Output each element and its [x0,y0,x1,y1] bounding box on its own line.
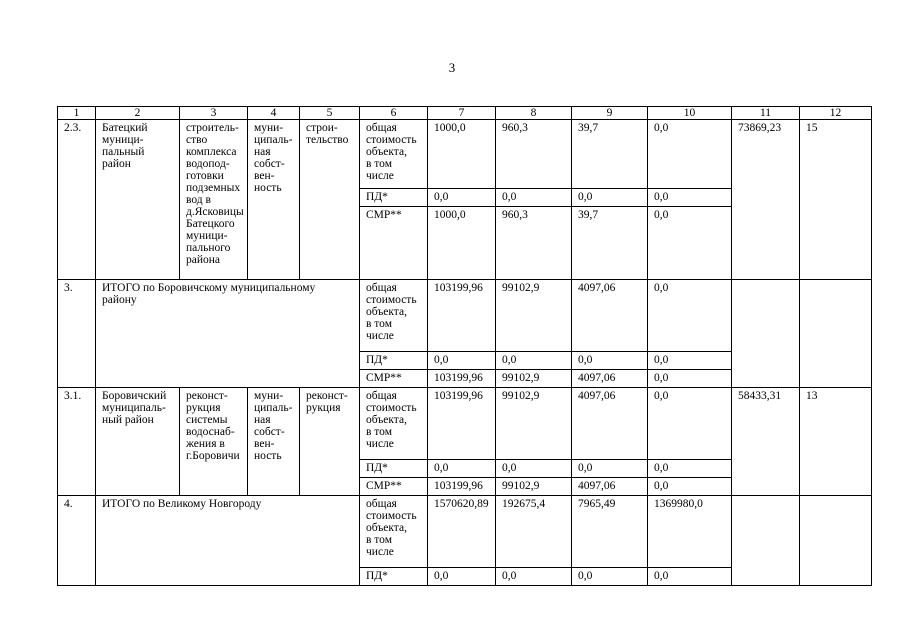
value-cell: 1570620,89 [428,496,496,568]
cost-label: СМР** [360,478,428,496]
value-cell: 103199,96 [428,370,496,388]
column-header: 6 [360,107,428,120]
column-number-row [58,107,872,120]
value-cell: 0,0 [428,189,496,207]
value-cell: 13 [800,388,872,496]
value-cell: 0,0 [648,189,732,207]
value-cell: 1000,0 [428,120,496,189]
value-cell: 4097,06 [572,388,648,460]
cost-label: общая стоимость объекта, в том числе [360,388,428,460]
district-cell: Батецкий муници- пальный район [96,120,180,280]
total-title: ИТОГО по Боровичскому муниципальному району [96,280,360,388]
column-header: 7 [428,107,496,120]
object-cell: реконст- рукция системы водоснаб- жения в г.Боровичи [180,388,248,496]
column-header: 12 [800,107,872,120]
value-cell: 39,7 [572,120,648,189]
cost-label: ПД* [360,460,428,478]
table-row [58,388,872,460]
value-cell: 0,0 [428,568,496,586]
investment-table [57,106,872,586]
value-cell: 0,0 [648,478,732,496]
column-header: 1 [58,107,96,120]
value-cell: 15 [800,120,872,280]
value-cell: 960,3 [496,120,572,189]
value-cell: 0,0 [648,120,732,189]
value-cell: 0,0 [496,568,572,586]
row-number: 3. [58,280,96,388]
column-header: 11 [732,107,800,120]
value-cell: 0,0 [496,189,572,207]
value-cell: 99102,9 [496,280,572,352]
value-cell: 0,0 [648,370,732,388]
cost-label: общая стоимость объекта, в том числе [360,120,428,189]
value-cell: 0,0 [496,352,572,370]
value-cell: 0,0 [572,460,648,478]
value-cell: 73869,23 [732,120,800,280]
value-cell: 4097,06 [572,370,648,388]
value-cell: 0,0 [428,460,496,478]
value-cell: 0,0 [572,352,648,370]
value-cell: 0,0 [648,352,732,370]
value-cell: 1369980,0 [648,496,732,568]
page-number: 3 [448,60,456,75]
value-cell: 4097,06 [572,280,648,352]
value-cell: 0,0 [428,352,496,370]
value-cell: 99102,9 [496,370,572,388]
value-cell: 0,0 [648,460,732,478]
cost-label: ПД* [360,189,428,207]
value-cell: 960,3 [496,207,572,280]
value-cell: 0,0 [572,568,648,586]
value-cell: 39,7 [572,207,648,280]
object-cell: строитель- ство комплекса водопод- готовки подземных вод в д.Ясковицы Батецкого муници- пального района [180,120,248,280]
column-header: 5 [300,107,360,120]
value-cell [800,496,872,586]
value-cell: 0,0 [496,460,572,478]
cost-label: ПД* [360,568,428,586]
row-number: 3.1. [58,388,96,496]
value-cell: 0,0 [648,280,732,352]
cost-label: СМР** [360,370,428,388]
ownership-cell: муни- ципаль- ная собст- вен- ность [248,388,300,496]
total-title: ИТОГО по Великому Новгороду [96,496,360,586]
work-type-cell: реконст- рукция [300,388,360,496]
column-header: 8 [496,107,572,120]
work-type-cell: строи- тельство [300,120,360,280]
cost-label: ПД* [360,352,428,370]
column-header: 4 [248,107,300,120]
ownership-cell: муни- ципаль- ная собст- вен- ность [248,120,300,280]
column-header: 10 [648,107,732,120]
table-row [58,496,872,568]
cost-label: СМР** [360,207,428,280]
value-cell: 4097,06 [572,478,648,496]
value-cell: 103199,96 [428,280,496,352]
cost-label: общая стоимость объекта, в том числе [360,496,428,568]
table-row [58,280,872,352]
value-cell: 0,0 [648,568,732,586]
value-cell: 58433,31 [732,388,800,496]
district-cell: Боровичский муниципаль- ный район [96,388,180,496]
table-row [58,120,872,189]
value-cell [732,280,800,388]
value-cell: 103199,96 [428,478,496,496]
value-cell: 0,0 [648,207,732,280]
column-header: 3 [180,107,248,120]
value-cell: 0,0 [648,388,732,460]
value-cell: 0,0 [572,189,648,207]
row-number: 4. [58,496,96,586]
value-cell: 1000,0 [428,207,496,280]
value-cell: 192675,4 [496,496,572,568]
value-cell: 99102,9 [496,478,572,496]
row-number: 2.3. [58,120,96,280]
value-cell: 103199,96 [428,388,496,460]
column-header: 9 [572,107,648,120]
column-header: 2 [96,107,180,120]
value-cell [800,280,872,388]
value-cell [732,496,800,586]
value-cell: 99102,9 [496,388,572,460]
cost-label: общая стоимость объекта, в том числе [360,280,428,352]
value-cell: 7965,49 [572,496,648,568]
